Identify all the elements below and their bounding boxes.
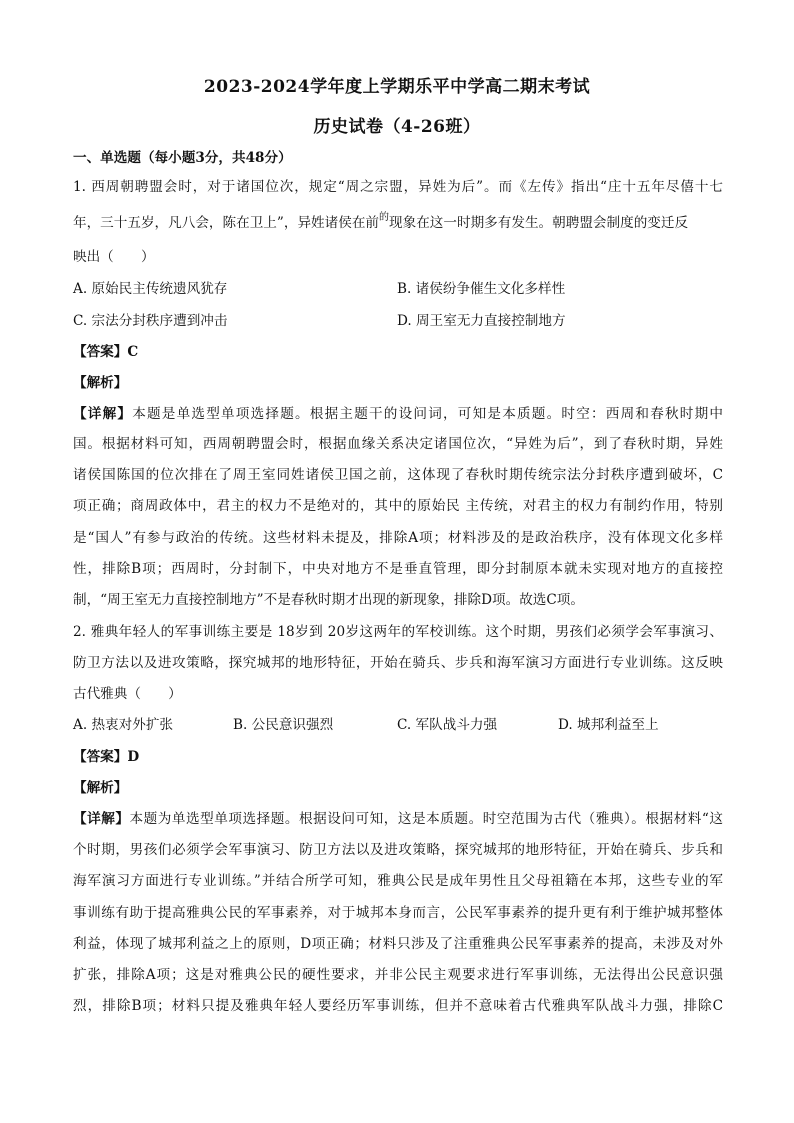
- q2-option-c: C. 军队战斗力强: [397, 717, 498, 733]
- q1-option-c: C. 宗法分封秩序遭到冲击: [73, 313, 228, 329]
- q2-answer: 【答案】D: [73, 749, 140, 765]
- q2-detail-text-1: 本题为单选型单项选择题。根据设问可知，这是本质题。时空范围为古代（雅典）。根据材料“这: [129, 811, 723, 827]
- q2-stem-line-3: 古代雅典（ ）: [73, 686, 182, 702]
- exam-subtitle: 历史试卷（4-26班）: [313, 117, 481, 137]
- q1-detail-line-3: 诸侯国陈国的位次排在了周王室同姓诸侯卫国之前，这体现了春秋时期传统宗法分封秩序遭到破坏，C: [73, 467, 723, 483]
- q2-option-a: A. 热衷对外扩张: [73, 717, 174, 733]
- q1-detail-line-4: 项正确；商周政体中，君主的权力不是绝对的，其中的原始民 主传统，对君主的权力有制约作用，特别: [73, 498, 723, 514]
- q1-detail-line-7: 制，“周王室无力直接控制地方”不是春秋时期才出现的新现象，排除D项。故选C项。: [73, 592, 584, 608]
- q1-detail-tag: 【详解】: [73, 406, 133, 422]
- q1-option-a: A. 原始民主传统遗风犹存: [73, 281, 228, 297]
- q1-option-d: D. 周王室无力直接控制地方: [397, 313, 566, 329]
- q2-detail-line-1: [73, 809, 723, 829]
- q1-stem-line-2a: 年，三十五岁，凡八会，陈在卫上”，异姓诸侯在前: [73, 215, 380, 231]
- q2-stem-line-1: 2. 雅典年轻人的军事训练主要是 18岁到 20岁这两年的军校训练。这个时期，男孩们必须学会军事演习、: [73, 624, 723, 640]
- q2-detail-line-3: 海军演习方面进行专业训练。”并结合所学可知，雅典公民是成年男性且父母祖籍在本邦，这些专业的军: [73, 873, 723, 889]
- q1-stem-sup: 的: [379, 212, 390, 223]
- q1-detail-line-6: 性，排除B项；西周时，分封制下，中央对地方不是垂直管理，即分封制原本就未实现对地方的直接控: [73, 561, 723, 577]
- q2-analysis-label: 【解析】: [73, 780, 128, 796]
- q2-option-d: D. 城邦利益至上: [558, 717, 659, 733]
- q1-analysis-label: 【解析】: [73, 375, 128, 391]
- q1-option-b: B. 诸侯纷争催生文化多样性: [397, 281, 566, 297]
- q1-stem-line-2b: 现象在这一时期多有发生。朝聘盟会制度的变迁反: [389, 215, 689, 231]
- q2-detail-tag: 【详解】: [73, 811, 130, 827]
- q1-answer: 【答案】C: [73, 344, 139, 360]
- section-heading: 一、单选题（每小题3分，共48分）: [73, 150, 292, 166]
- q1-detail-line-5: 是“国人”有参与政治的传统。这些材料未提及，排除A项；材料涉及的是政治秩序，没有体现文化多样: [73, 530, 723, 546]
- q2-detail-line-7: 烈，排除B项；材料只提及雅典年轻人要经历军事训练，但并不意味着古代雅典军队战斗力强，排除C: [73, 998, 723, 1014]
- q1-detail-line-2: 国。根据材料可知，西周朝聘盟会时，根据血缘关系决定诸国位次，“异姓为后”，到了春秋时期，异姓: [73, 436, 723, 452]
- q2-detail-line-6: 扩张，排除A项；这是对雅典公民的硬性要求，并非公民主观要求进行军事训练，无法得出公民意识强: [73, 967, 723, 983]
- q2-stem-line-2: 防卫方法以及进攻策略，探究城邦的地形特征，开始在骑兵、步兵和海军演习方面进行专业训练。这反映: [73, 655, 723, 671]
- q2-detail-line-4: 事训练有助于提高雅典公民的军事素养，对于城邦本身而言，公民军事素养的提升更有利于维护城邦整体: [73, 905, 723, 921]
- q1-detail-text-1: 本题是单选型单项选择题。根据主题干的设问词，可知是本质题。时空：西周和春秋时期中: [132, 406, 723, 422]
- q1-stem-line-3: 映出（ ）: [73, 249, 155, 265]
- q1-stem-line-1: 1. 西周朝聘盟会时，对于诸国位次，规定“周之宗盟，异姓为后”。而《左传》指出“庄十五年尽僖十七: [73, 179, 723, 195]
- exam-title: 2023-2024学年度上学期乐平中学高二期末考试: [203, 77, 591, 97]
- q2-detail-line-5: 利益，体现了城邦利益之上的原则，D项正确；材料只涉及了注重雅典公民军事素养的提高，未涉及对外: [73, 936, 723, 952]
- q2-option-b: B. 公民意识强烈: [233, 717, 334, 733]
- q1-detail-line-1: [73, 404, 723, 424]
- q1-stem-line-2: [73, 213, 723, 235]
- q2-detail-line-2: 个时期，男孩们必须学会军事演习、防卫方法以及进攻策略，探究城邦的地形特征，开始在骑兵、步兵和: [73, 842, 723, 858]
